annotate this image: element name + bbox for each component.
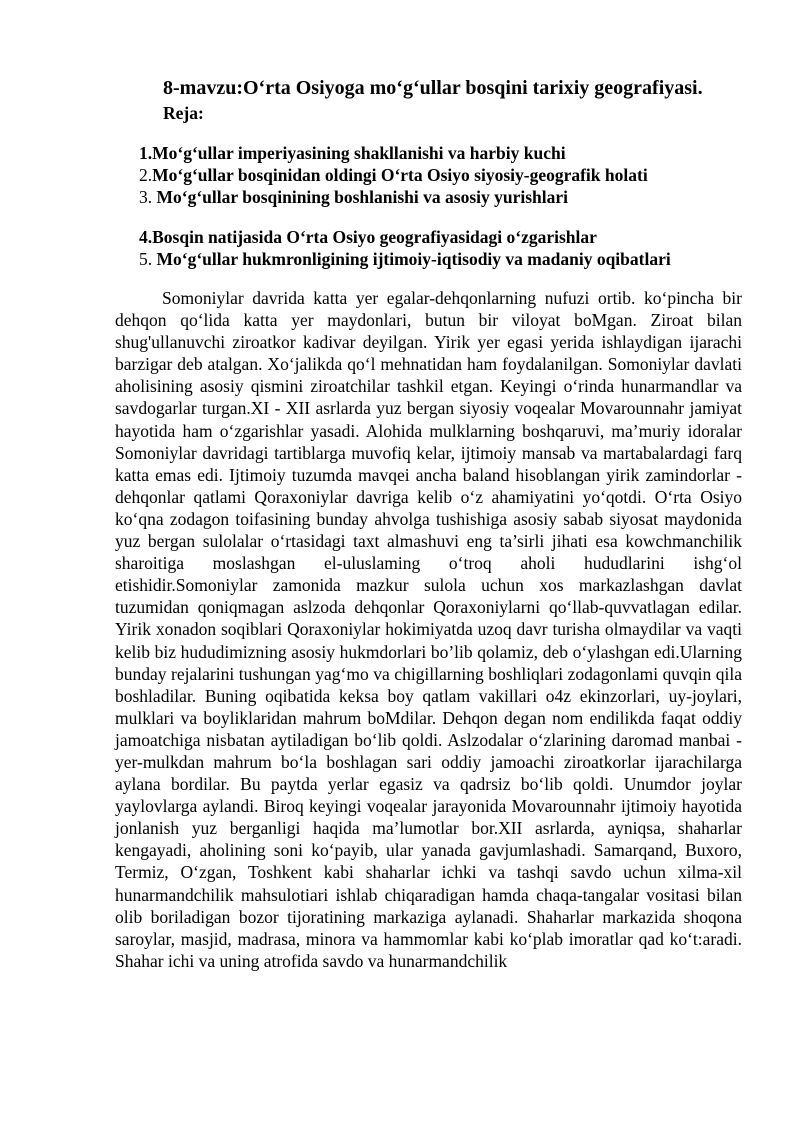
plan-item-number: 1. xyxy=(139,143,153,163)
plan-item-2 xyxy=(139,164,648,186)
plan-item-text: Bosqin natijasida O‘rta Osiyo geografiyasidagi o‘zgarishlar xyxy=(152,227,597,247)
plan-item-text: Mo‘g‘ullar bosqinidan oldingi O‘rta Osiyo siyosiy-geografik holati xyxy=(152,165,648,185)
plan-item-number: 3. xyxy=(139,187,157,207)
plan-item-text: Mo‘g‘ullar bosqinining boshlanishi va asosiy yurishlari xyxy=(156,187,569,207)
plan-item-number: 5. xyxy=(139,249,157,269)
plan-item-text: Mo‘g‘ullar imperiyasining shakllanishi va harbiy kuchi xyxy=(152,143,566,163)
plan-item-text: Mo‘g‘ullar hukmronligining ijtimoiy-iqtisodiy va madaniy oqibatlari xyxy=(156,249,671,269)
plan-item-4 xyxy=(139,226,597,248)
body-paragraph: Somoniylar davrida katta yer egalar-dehqonlarning nufuzi ortib. ko‘pincha bir dehqon qo‘lida katta yer maydonlari, butun bir viloyat boMgan. Ziroat bilan shug'ullanuvchi ziroatkor kadivar deyilgan. Yirik yer egasi yerida ishlaydigan ijarachi barzigar deb atalgan. Xo‘jalikda qo‘l mehnatidan ham foydalanilgan. Somoniylar davlati aholisining asosiy qismini ziroatchilar tashkil etgan. Keyingi o‘rinda hunarmandlar va savdogarlar turgan.XI - XII asrlarda yuz bergan siyosiy voqealar Movarounnahr jamiyat hayotida ham o‘zgarishlar yasadi. Alohida mulklarning boshqaruvi, ma’muriy idoralar Somoniylar davridagi tartiblarga muvofiq kelar, ijtimoiy mansab va martabalardagi farq katta emas edi. Ijtimoiy tuzumda mavqei ancha baland hisoblangan yirik zamindorlar - dehqonlar qatlami Qoraxoniylar davriga kelib o‘z ahamiyatini yo‘qotdi. O‘rta Osiyo ko‘qna zodagon toifasining bunday ahvolga tushishiga asosiy sabab siyosat maydonida yuz bergan sulolalar o‘rtasidagi taxt almashuvi eng ta’sirli jihati esa kowchmanchilik sharoitiga moslashgan el-uluslaming o‘troq aholi hududlarini ishg‘ol etishidir.Somoniylar zamonida mazkur sulola uchun xos markazlashgan davlat tuzumidan qoniqmagan aslzoda dehqonlar Qoraxoniylarni qo‘llab-quvvatlagan edilar. Yirik xonadon soqiblari Qoraxoniylar hokimiyatda uzoq davr turisha olmaydilar va vaqti kelib biz hududimizning asosiy hukmdorlari bo’lib qolamiz, deb o‘ylashgan edi.Ularning bunday rejalarini tushungan yag‘mo va chigillarning boshliqlari zodagonlami quvqin qila boshladilar. Buning oqibatida keksa boy qatlam vakillari o4z ekinzorlari, uy-joylari, mulklari va boyliklaridan mahrum boMdilar. Dehqon degan nom endilikda faqat oddiy jamoatchiga nisbatan aytiladigan bo‘lib qoldi. Aslzodalar o‘zlarining daromad manbai -yer-mulkdan mahrum bo‘la boshlagan sari oddiy jamoachi ziroatkorlar ijarachilarga aylana bordilar. Bu paytda yerlar egasiz va qadrsiz bo‘lib qoldi. Unumdor joylar yaylovlarga aylandi. Biroq keyingi voqealar jarayonida Movarounnahr ijtimoiy hayotida jonlanish yuz berganligi haqida ma’lumotlar bor.XII asrlarda, ayniqsa, shaharlar kengayadi, aholining soni ko‘payib, ular yanada gavjumlashadi. Samarqand, Buxoro, Termiz, O‘zgan, Toshkent kabi shaharlar ichki va tashqi savdo uchun xilma-xil hunarmandchilik mahsulotiari ishlab chiqaradigan hamda chaqa-tangalar vositasi bilan olib boriladigan bozor tijoratining markaziga aylanadi. Shaharlar markazida shoqona saroylar, masjid, madrasa, minora va hammomlar kabi ko‘plab imoratlar qad ko‘t:aradi. Shahar ichi va uning atrofida savdo va hunarmandchilik xyxy=(115,288,742,971)
plan-heading: Reja: xyxy=(163,103,204,123)
document-title: 8-mavzu:O‘rta Osiyoga mo‘g‘ullar bosqini tarixiy geografiyasi. xyxy=(163,77,703,99)
plan-item-number: 2. xyxy=(139,165,153,185)
plan-item-3 xyxy=(139,186,568,208)
plan-item-5 xyxy=(139,248,671,270)
plan-item-1 xyxy=(139,142,566,164)
plan-item-number: 4. xyxy=(139,227,153,247)
